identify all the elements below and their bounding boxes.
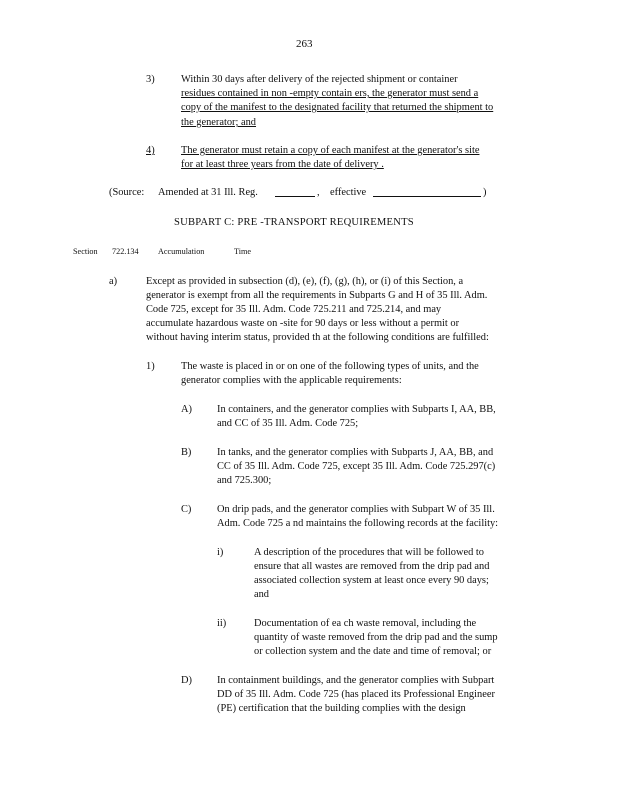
para-D-label: D)	[181, 675, 192, 686]
source-prefix: (Source:	[109, 187, 145, 198]
para-a-line-3: Code 725, except for 35 Ill. Adm. Code 725.211 and 725.214, and may	[146, 304, 442, 315]
para-A-label: A)	[181, 404, 192, 415]
para-a-line-5: without having interim status, provided th at the following conditions are fulfilled:	[146, 332, 489, 343]
item-3-label: 3)	[146, 74, 155, 85]
para-B-line-3: and 725.300;	[217, 475, 272, 486]
para-ii-line-1: Documentation of ea ch waste removal, including the	[254, 618, 477, 629]
para-i-line-3: associated collection system at least once every 90 days;	[254, 575, 489, 586]
para-ii-line-2: quantity of waste removed from the drip pad and the sump	[254, 632, 498, 643]
para-B-line-1: In tanks, and the generator complies with Subparts J, AA, BB, and	[217, 447, 494, 458]
para-C-line-1: On drip pads, and the generator complies with Subpart W of 35 Ill.	[217, 504, 495, 515]
source-close: )	[483, 187, 487, 198]
para-i-label: i)	[217, 547, 224, 558]
para-ii-label: ii)	[217, 618, 227, 629]
item-3-line-4: the generator; and	[181, 117, 257, 128]
para-D-line-1: In containment buildings, and the generator complies with Subpart	[217, 675, 495, 686]
subpart-heading: SUBPART C: PRE -TRANSPORT REQUIREMENTS	[174, 217, 414, 228]
para-a-line-1: Except as provided in subsection (d), (e), (f), (g), (h), or (i) of this Section, a	[146, 276, 464, 287]
para-D-line-2: DD of 35 Ill. Adm. Code 725 (has placed its Professional Engineer	[217, 689, 495, 700]
para-a-label: a)	[109, 276, 118, 287]
item-3-line-1: Within 30 days after delivery of the rejected shipment or container	[181, 74, 458, 85]
para-i-line-1: A description of the procedures that will be followed to	[254, 547, 484, 558]
item-4-line-2: for at least three years from the date of delivery .	[181, 159, 384, 170]
section-number: 722.134	[112, 247, 139, 256]
para-1-line-2: generator complies with the applicable requirements:	[181, 375, 402, 386]
section-title: Accumulation	[158, 247, 205, 256]
para-1-line-1: The waste is placed in or on one of the following types of units, and the	[181, 361, 479, 372]
section-label: Section	[73, 247, 98, 256]
para-C-label: C)	[181, 504, 192, 515]
para-1-label: 1)	[146, 361, 155, 372]
page-number: 263	[296, 38, 313, 50]
para-D-line-3: (PE) certification that the building complies with the design	[217, 703, 466, 714]
item-3-line-2: residues contained in non -empty contain ers, the generator must send a	[181, 88, 479, 99]
para-ii-line-3: or collection system and the date and time of removal; or	[254, 646, 492, 657]
para-A-line-2: and CC of 35 Ill. Adm. Code 725;	[217, 418, 359, 429]
section-title-2: Time	[234, 247, 251, 256]
para-B-line-2: CC of 35 Ill. Adm. Code 725, except 35 Ill. Adm. Code 725.297(c)	[217, 461, 496, 472]
para-a-line-4: accumulate hazardous waste on -site for 90 days or less without a permit or	[146, 318, 460, 329]
para-i-line-4: and	[254, 589, 270, 600]
source-amended: Amended at 31 Ill. Reg.	[158, 187, 258, 198]
item-3-line-3: copy of the manifest to the designated facility that returned the shipment to	[181, 102, 494, 113]
para-B-label: B)	[181, 447, 192, 458]
source-effective: effective	[330, 187, 367, 198]
register-blank	[275, 186, 315, 197]
item-4-line-1: The generator must retain a copy of each manifest at the generator's site	[181, 145, 480, 156]
para-C-line-2: Adm. Code 725 a nd maintains the following records at the facility:	[217, 518, 499, 529]
source-comma: ,	[317, 187, 320, 198]
para-i-line-2: ensure that all wastes are removed from the drip pad and	[254, 561, 490, 572]
para-a-line-2: generator is exempt from all the requirements in Subparts G and H of 35 Ill. Adm.	[146, 290, 488, 301]
para-A-line-1: In containers, and the generator complies with Subparts I, AA, BB,	[217, 404, 496, 415]
item-4-label: 4)	[146, 145, 155, 156]
effective-date-blank	[373, 186, 481, 197]
